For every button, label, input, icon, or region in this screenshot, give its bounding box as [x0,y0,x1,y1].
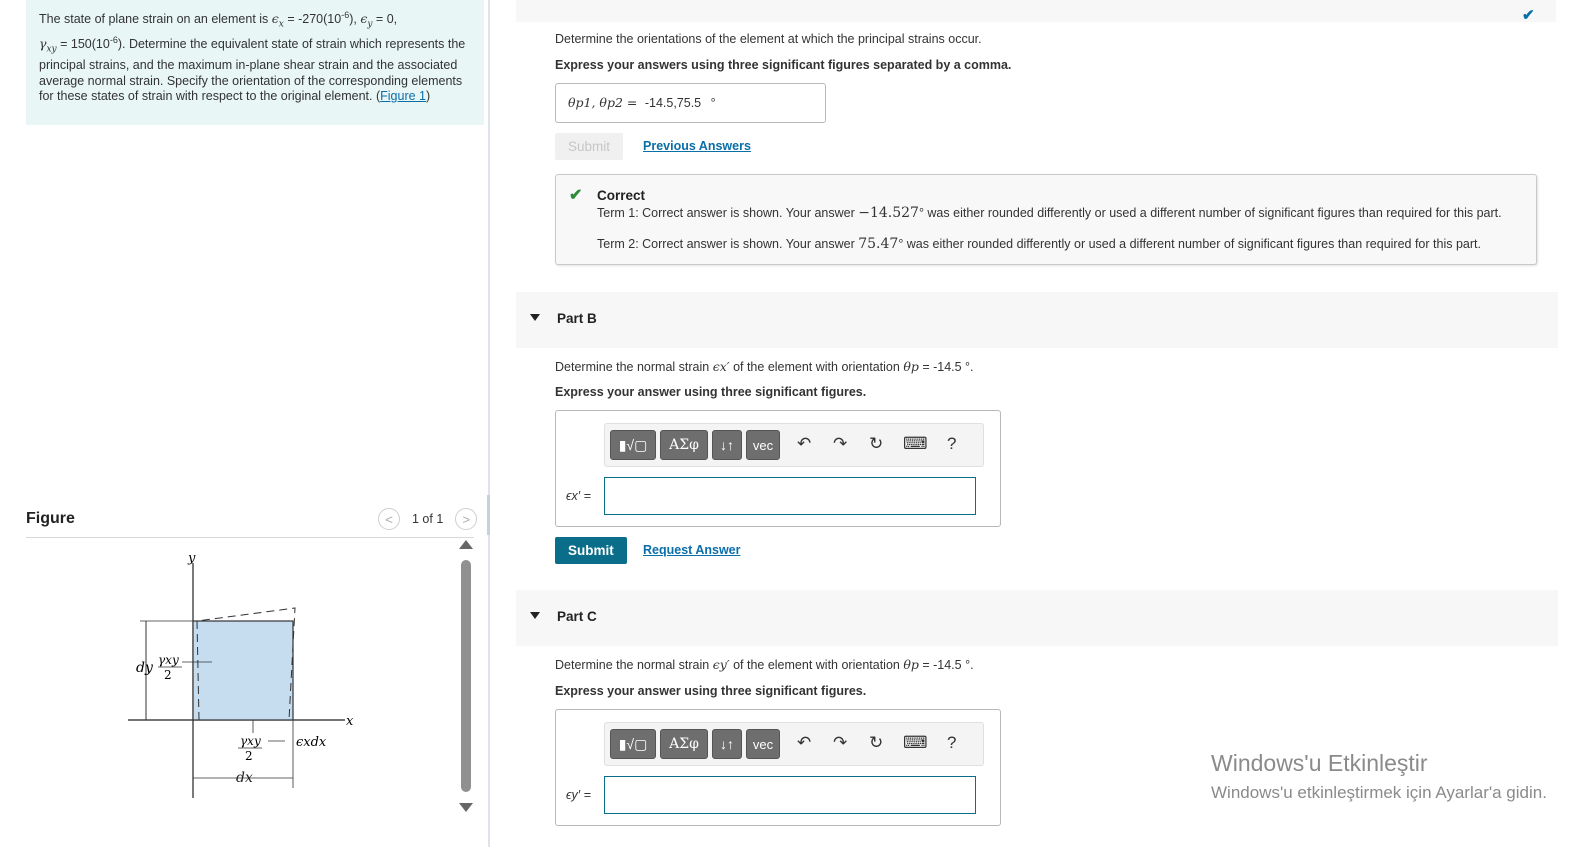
math-toolbar [604,722,984,766]
epsilon-x-subscript: x [278,19,284,30]
question-text: = -14.5 °. [918,360,974,374]
help-icon[interactable]: ? [947,733,957,752]
feedback-title: Correct [597,188,646,203]
problem-text: The state of plane strain on an element is [39,12,272,27]
part-b-question [555,359,974,374]
part-a-header-bar [516,0,1556,22]
undo-icon[interactable]: ↶ [797,733,812,752]
scroll-down-icon[interactable] [459,803,473,812]
gamma-xy-subscript: xy [46,44,57,55]
subscript-button[interactable]: ↓↑ [712,729,742,759]
redo-icon[interactable]: ↷ [833,434,848,453]
figure-heading: Figure [26,510,75,527]
problem-text: ), [349,12,361,27]
templates-button[interactable]: ▮√▢ [610,430,656,460]
math-toolbar [604,423,984,467]
part-c-question [555,657,974,672]
part-c-answer-input[interactable] [604,776,976,814]
part-b-header[interactable] [516,292,1558,348]
feedback-text: Term 1: Correct answer is shown. Your answer [597,206,859,220]
part-a-submit-button[interactable]: Submit [555,133,623,160]
epsilon-x-value: = -270(10 [283,12,342,27]
question-symbol: θp [903,359,919,374]
x-axis-label: x [346,714,354,729]
part-c-header[interactable] [516,590,1558,646]
part-b-instruction: Express your answer using three significant figures. [555,385,867,399]
subscript-button[interactable]: ↓↑ [712,430,742,460]
collapse-triangle-icon[interactable] [530,314,540,321]
undo-icon[interactable]: ↶ [797,434,812,453]
part-c-input-label: ϵy′ = [566,788,591,802]
part-a-question: Determine the orientations of the element at which the principal strains occur. [555,32,982,46]
feedback-value: 75.47 [858,236,899,252]
right-panel [516,0,1588,847]
two-bottom-label: 2 [245,749,253,763]
question-text: of the element with orientation [729,360,904,374]
y-axis-label: y [188,551,196,566]
activation-watermark-text: Windows'u etkinleştirmek için Ayarlar'a gidin. [1211,783,1547,802]
two-top-label: 2 [164,668,172,682]
left-panel [0,0,496,847]
figure-scrollbar[interactable] [459,540,473,815]
part-b-title: Part B [557,311,597,326]
part-c-title: Part C [557,609,597,624]
epsilon-y-subscript: y [367,19,373,30]
epsilon-y-value: = 0, [372,12,398,27]
feedback-term-2 [597,236,1481,252]
part-a-answer-box [555,83,826,123]
part-b-input-label: ϵx′ = [566,489,591,503]
feedback-term-1 [597,205,1502,221]
part-c-instruction: Express your answer using three significant figures. [555,684,867,698]
keyboard-icon[interactable]: ⌨ [903,434,928,453]
part-a-feedback [555,174,1537,265]
panel-divider[interactable] [488,0,490,847]
epsilon-y-symbol: ϵ [360,11,368,27]
gamma-bottom-label: γxy [240,734,261,748]
figure-pager [378,508,477,530]
reset-icon[interactable]: ↻ [869,434,884,453]
vector-button[interactable]: vec [746,430,780,460]
part-a-answer-value: -14.5,75.5 [644,96,702,110]
question-symbol: θp [903,657,919,672]
question-text: Determine the normal strain [555,360,713,374]
redo-icon[interactable]: ↷ [833,733,848,752]
feedback-text: ° was either rounded differently or used a different number of significant figures than required for this part. [898,237,1481,251]
part-a-instruction: Express your answers using three significant figures separated by a comma. [555,58,1012,72]
epsilon-x-exponent: -6 [341,10,350,20]
activation-watermark-title: Windows'u Etkinleştir [1211,750,1428,776]
question-symbol: ϵy′ [712,657,730,672]
problem-text: ) [426,89,431,104]
templates-button[interactable]: ▮√▢ [610,729,656,759]
question-text: Determine the normal strain [555,658,713,672]
greek-symbols-button[interactable]: ΑΣφ [660,430,708,460]
ex-dx-label: ϵxdx [296,735,327,750]
feedback-text: ° was either rounded differently or used a different number of significant figures than required for this part. [918,206,1502,220]
question-symbol: ϵx′ [712,359,730,374]
gamma-xy-value: = 150(10 [56,37,110,52]
part-a-answer-label: θp1, θp2 = [568,95,638,110]
part-b-submit-button[interactable]: Submit [555,537,627,564]
part-a-complete-check-icon: ✔ [1522,7,1535,24]
original-element [193,621,293,720]
problem-statement [26,0,484,125]
figure-link[interactable]: Figure 1 [380,89,426,104]
feedback-text: Term 2: Correct answer is shown. Your answer [597,237,859,251]
strain-element-figure [120,548,360,803]
gamma-top-label: γxy [158,653,179,667]
scroll-thumb[interactable] [461,560,471,792]
epsilon-x-symbol: ϵ [271,11,279,27]
figure-divider [26,537,474,538]
reset-icon[interactable]: ↻ [869,733,884,752]
gamma-xy-exponent: -6 [109,35,118,46]
correct-check-icon: ✔ [569,187,583,204]
greek-symbols-button[interactable]: ΑΣφ [660,729,708,759]
next-figure-button[interactable]: > [455,508,477,530]
part-b-math-panel [555,410,1001,527]
vector-button[interactable]: vec [746,729,780,759]
part-a-answer-unit: ° [710,96,716,110]
request-answer-link[interactable]: Request Answer [643,543,741,557]
figure-page-indicator: 1 of 1 [412,512,444,526]
problem-text: ). Determine the equivalent state of strain which represents the principal strains, and the maximum in-plane shear strain and the associated average normal strain. Specify the orientation of the corresponding elements for these states of strain with respect to the original element. ( [39,37,466,104]
prev-figure-button[interactable]: < [378,508,400,530]
gamma-xy-symbol: γ [39,36,47,52]
dx-label: dx [236,770,253,786]
dy-label: dy [136,660,153,676]
help-icon[interactable]: ? [947,434,957,453]
feedback-value: −14.527 [858,205,919,221]
part-b-answer-input[interactable] [604,477,976,515]
previous-answers-link[interactable]: Previous Answers [643,139,751,153]
keyboard-icon[interactable]: ⌨ [903,733,928,752]
divider-handle[interactable] [487,495,490,535]
question-text: of the element with orientation [729,658,904,672]
scroll-up-icon[interactable] [459,540,473,549]
part-c-math-panel [555,709,1001,826]
collapse-triangle-icon[interactable] [530,612,540,619]
question-text: = -14.5 °. [918,658,974,672]
